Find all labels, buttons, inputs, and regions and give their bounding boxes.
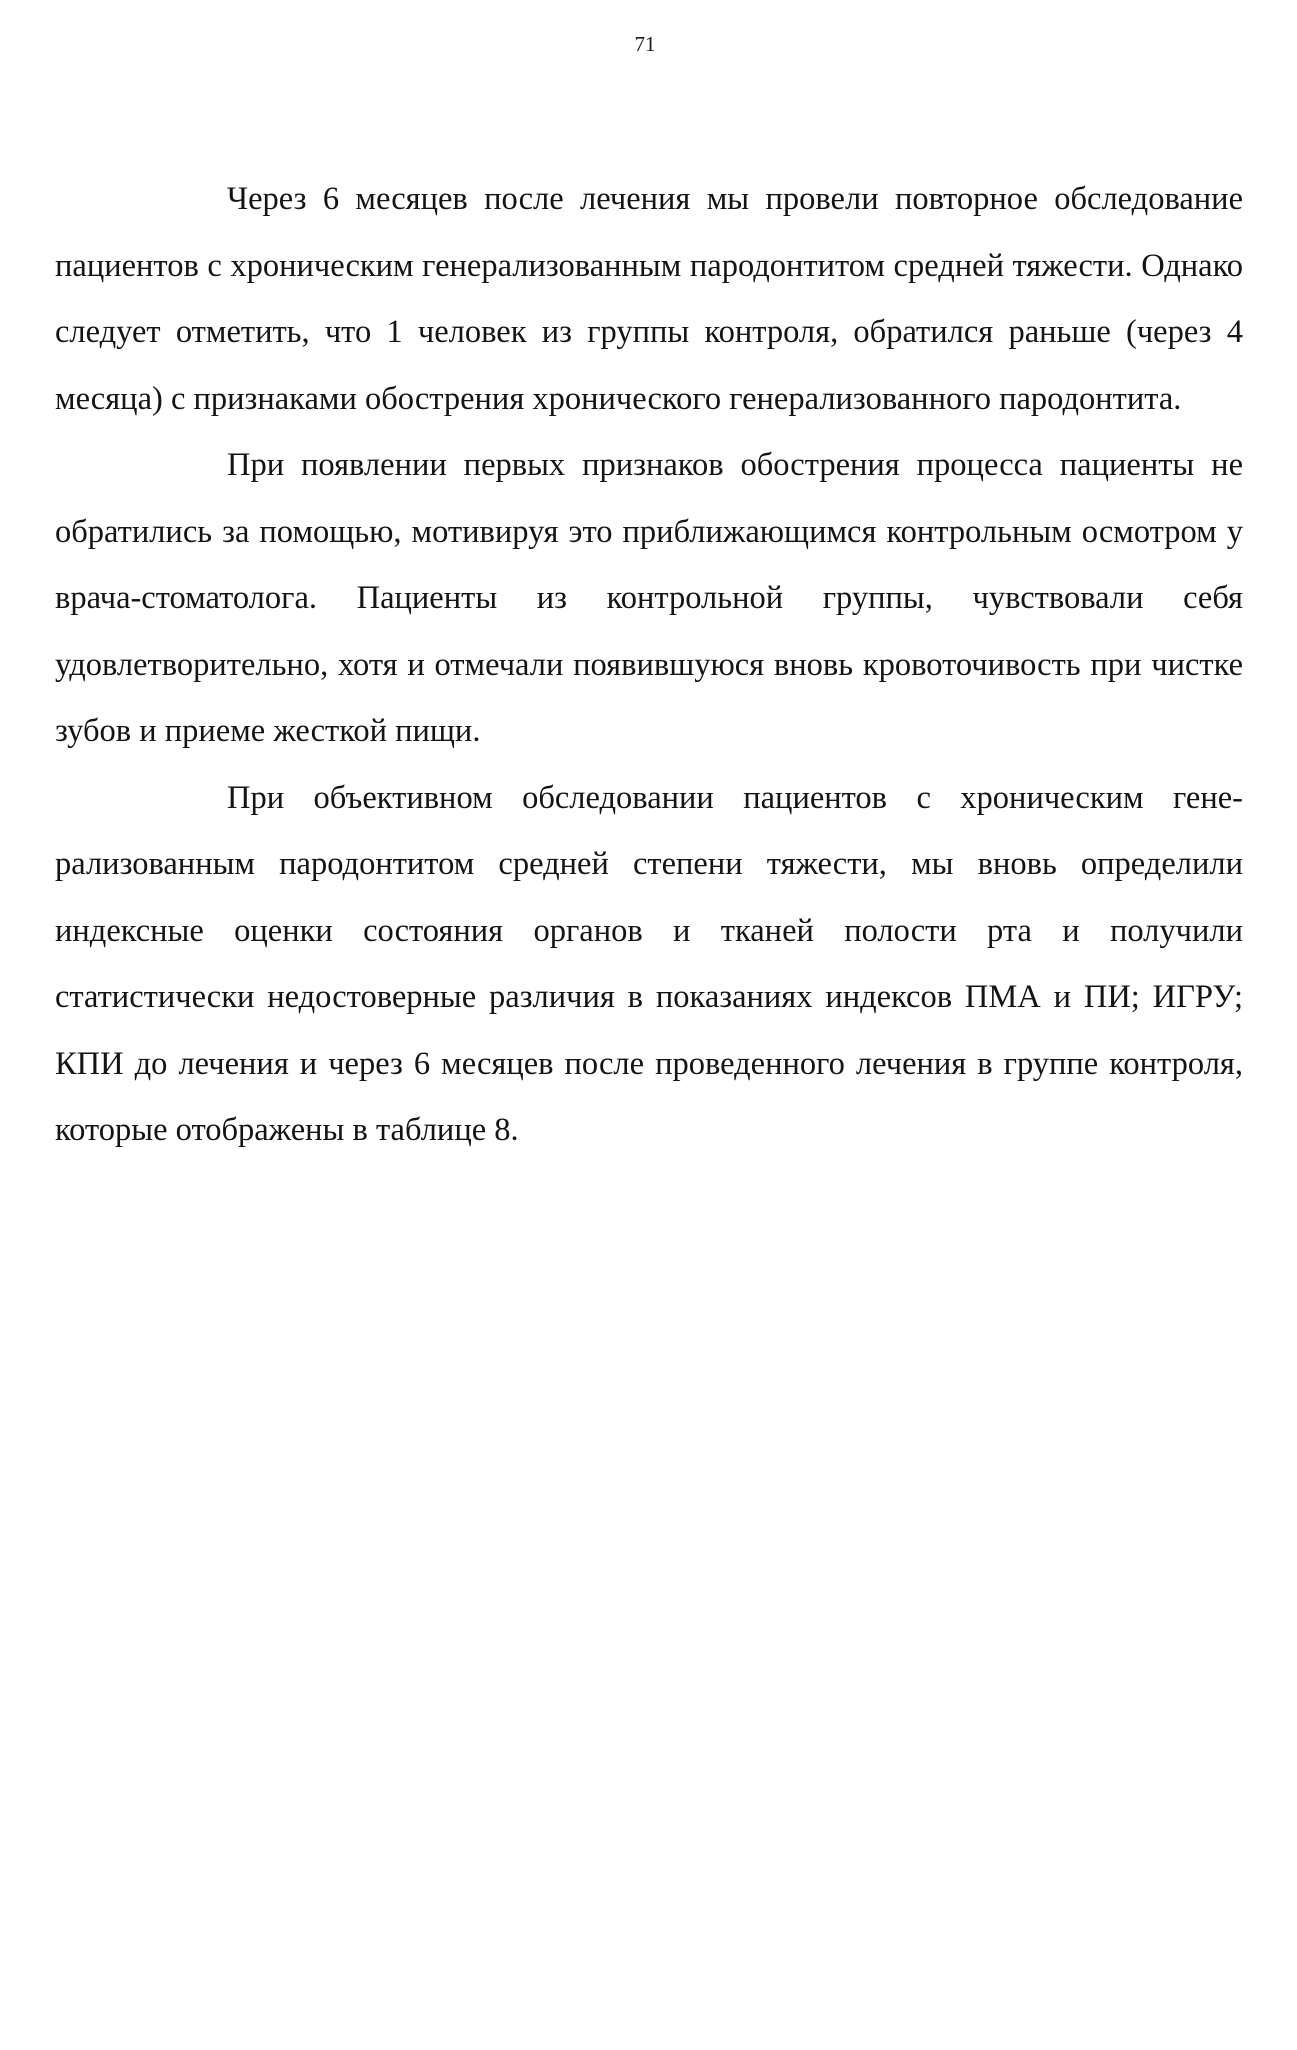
body-text	[55, 166, 1243, 1164]
paragraph-2: При появлении первых признаков обострения процесса пациенты не обратились за помощью, мотивируя это приближающимся контрольным осмотром у врача-стоматолога. Пациенты из контрольной группы, чувствовали себя удовлетворительно, хотя и отмечали появившуюся вновь кровоточивость при чистке зубов и приеме жесткой пищи.	[55, 447, 1243, 749]
paragraph-3: При объективном обследовании пациентов с хроническим генерализованным пародонтитом средней степени тяжести, мы вновь определили индексные оценки состояния органов и тканей полости рта и получили статистически недостоверные различия в показаниях индексов ПМА и ПИ; ИГРУ; КПИ до лечения и через 6 месяцев после проведенного лечения в группе контроля, которые отображены в таблице 8.	[55, 779, 1243, 1148]
page-number: 71	[634, 32, 656, 56]
paragraph-1: Через 6 месяцев после лечения мы провели повторное обследование пациентов с хроническим генерализованным пародонтитом средней тяжести. Однако следует отметить, что 1 человек из группы контроля, обратился раньше (через 4 месяца) с признаками обострения хронического генерализованного пародонтита.	[55, 181, 1243, 417]
